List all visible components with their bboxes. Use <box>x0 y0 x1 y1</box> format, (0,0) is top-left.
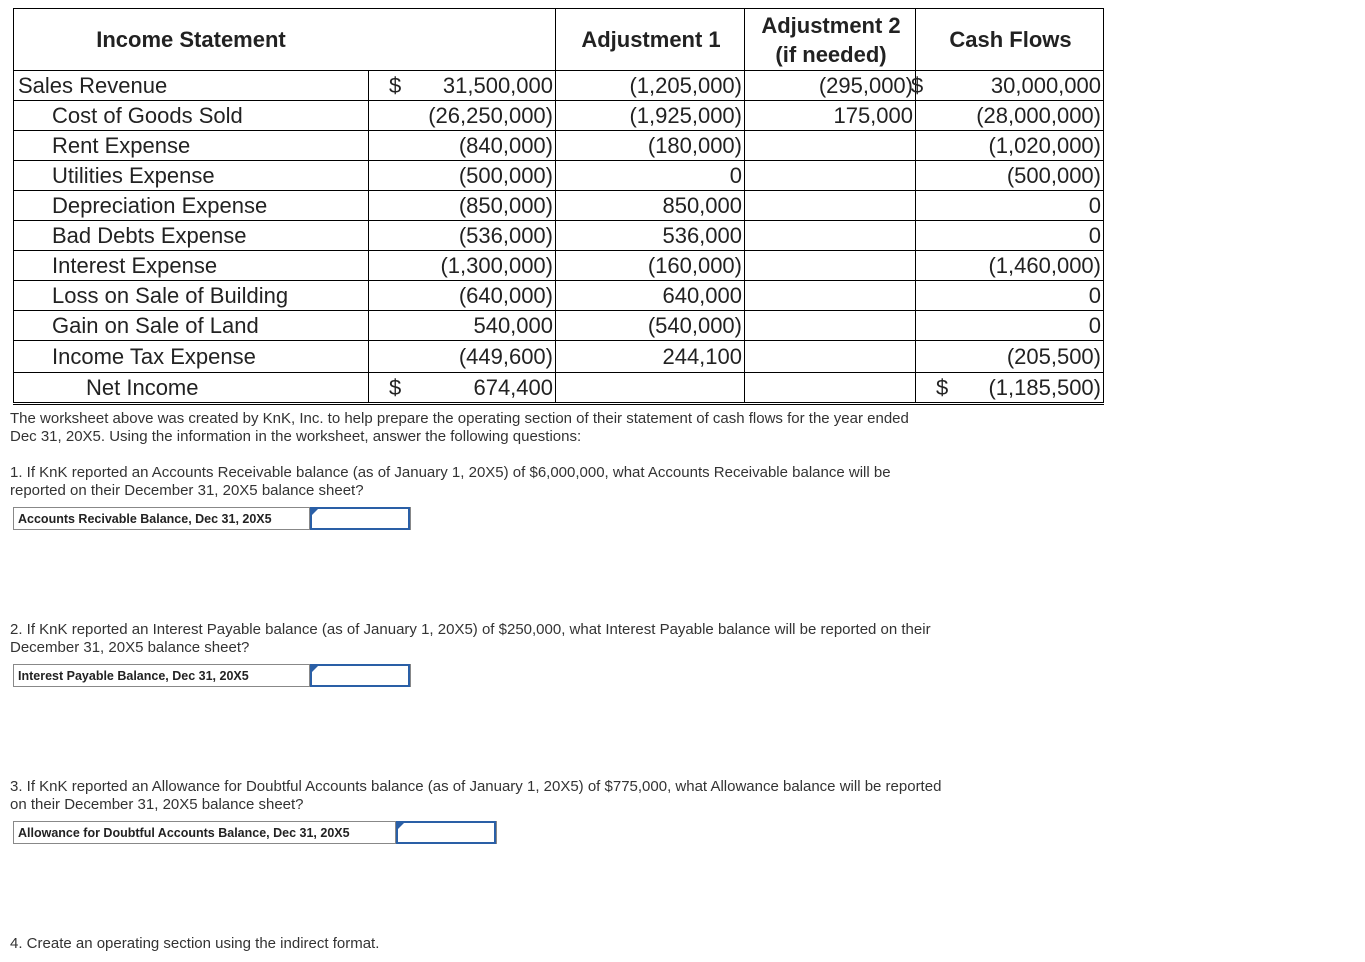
cf-value[interactable]: (205,500) <box>916 341 1104 373</box>
row-loss-on-sale-of-building <box>14 281 1104 311</box>
allowance-input[interactable] <box>398 823 498 844</box>
row-label: Cost of Goods Sold <box>14 101 369 131</box>
cf-value[interactable]: $ (1,185,500) <box>916 373 1104 404</box>
header-adjustment2-line2: (if needed) <box>775 41 887 67</box>
adj1-value[interactable]: (160,000) <box>556 251 745 281</box>
is-value[interactable]: (500,000) <box>369 161 556 191</box>
row-gain-on-sale-of-land <box>14 311 1104 341</box>
question-3: 3. If KnK reported an Allowance for Doubtful Accounts balance (as of January 1, 20X5) of $775,000, what Allowance balance will be reported on their December 31, 20X5 balance sheet? <box>10 778 942 813</box>
adj1-value[interactable]: 640,000 <box>556 281 745 311</box>
answer-row-1 <box>13 507 411 530</box>
adj2-value[interactable] <box>745 251 916 281</box>
row-label: Income Tax Expense <box>14 341 369 373</box>
adj2-value[interactable] <box>745 311 916 341</box>
answer-input-1-wrap <box>310 507 410 530</box>
worksheet-table <box>13 8 1104 405</box>
row-bad-debts-expense <box>14 221 1104 251</box>
answer-input-2-wrap <box>310 664 410 687</box>
answer-input-3-wrap <box>396 821 496 844</box>
cf-value[interactable]: 30,000,000 <box>916 71 1104 101</box>
answer-label-3: Allowance for Doubtful Accounts Balance, Dec 31, 20X5 <box>14 822 396 843</box>
adj2-value[interactable]: 175,000 <box>745 101 916 131</box>
cf-value[interactable]: 0 <box>916 281 1104 311</box>
question-4: 4. Create an operating section using the indirect format. <box>10 935 380 952</box>
row-interest-expense <box>14 251 1104 281</box>
is-value[interactable]: $ 674,400 <box>369 373 556 404</box>
cf-value[interactable]: 0 <box>916 311 1104 341</box>
dollar-sign: $ <box>936 375 949 400</box>
interest-payable-input[interactable] <box>312 666 412 687</box>
row-label: Gain on Sale of Land <box>14 311 369 341</box>
is-value[interactable]: (850,000) <box>369 191 556 221</box>
row-label: Utilities Expense <box>14 161 369 191</box>
adj1-value[interactable]: 244,100 <box>556 341 745 373</box>
row-cogs <box>14 101 1104 131</box>
intro-text: The worksheet above was created by KnK, Inc. to help prepare the operating section of their statement of cash flows for the year ended Dec 31, 20X5. Using the information in the worksheet, answer the following questions: <box>10 410 909 445</box>
answer-row-3 <box>13 821 497 844</box>
adj1-value[interactable]: 536,000 <box>556 221 745 251</box>
adj1-value[interactable]: (540,000) <box>556 311 745 341</box>
adj2-value[interactable] <box>745 281 916 311</box>
question-2: 2. If KnK reported an Interest Payable balance (as of January 1, 20X5) of $250,000, what Interest Payable balance will be reported on their December 31, 20X5 balance sheet? <box>10 621 931 656</box>
cf-value[interactable]: (1,460,000) <box>916 251 1104 281</box>
is-value[interactable]: (840,000) <box>369 131 556 161</box>
adj1-value[interactable]: 850,000 <box>556 191 745 221</box>
adj2-value[interactable] <box>745 341 916 373</box>
question-1: 1. If KnK reported an Accounts Receivable balance (as of January 1, 20X5) of $6,000,000, what Accounts Receivable balance will be reported on their December 31, 20X5 balance sheet? <box>10 464 891 499</box>
adj1-value[interactable]: (180,000) <box>556 131 745 161</box>
is-value[interactable]: (536,000) <box>369 221 556 251</box>
row-utilities-expense <box>14 161 1104 191</box>
adj2-value[interactable] <box>745 221 916 251</box>
header-cash-flows: Cash Flows <box>916 9 1104 71</box>
row-sales-revenue <box>14 71 1104 101</box>
cf-value[interactable]: (28,000,000) <box>916 101 1104 131</box>
row-label: Loss on Sale of Building <box>14 281 369 311</box>
row-label: Net Income <box>14 373 369 404</box>
answer-label-1: Accounts Recivable Balance, Dec 31, 20X5 <box>14 508 310 529</box>
cf-value[interactable]: 0 <box>916 221 1104 251</box>
answer-row-2 <box>13 664 411 687</box>
accounts-receivable-input[interactable] <box>312 509 412 530</box>
dollar-sign: $ <box>389 375 402 400</box>
row-depreciation-expense <box>14 191 1104 221</box>
row-label: Bad Debts Expense <box>14 221 369 251</box>
row-label: Interest Expense <box>14 251 369 281</box>
row-net-income <box>14 373 1104 404</box>
adj2-value[interactable] <box>745 131 916 161</box>
row-rent-expense <box>14 131 1104 161</box>
dollar-sign: $ <box>389 73 402 98</box>
row-label: Sales Revenue <box>14 71 369 101</box>
is-value[interactable]: (640,000) <box>369 281 556 311</box>
row-label: Rent Expense <box>14 131 369 161</box>
is-value[interactable]: 540,000 <box>369 311 556 341</box>
cf-value[interactable]: (1,020,000) <box>916 131 1104 161</box>
adj1-value[interactable] <box>556 373 745 404</box>
adj1-value[interactable]: (1,925,000) <box>556 101 745 131</box>
header-row <box>14 9 1104 71</box>
adj2-value[interactable] <box>745 161 916 191</box>
adj2-value[interactable] <box>745 373 916 404</box>
row-label: Depreciation Expense <box>14 191 369 221</box>
row-income-tax-expense <box>14 341 1104 373</box>
cf-value[interactable]: (500,000) <box>916 161 1104 191</box>
is-value[interactable]: (449,600) <box>369 341 556 373</box>
cf-value[interactable]: 0 <box>916 191 1104 221</box>
is-value[interactable]: (26,250,000) <box>369 101 556 131</box>
header-adjustment1: Adjustment 1 <box>556 9 745 71</box>
adj2-value[interactable] <box>745 191 916 221</box>
is-value[interactable]: (1,300,000) <box>369 251 556 281</box>
header-adjustment2 <box>745 9 916 71</box>
answer-label-2: Interest Payable Balance, Dec 31, 20X5 <box>14 665 310 686</box>
adj2-value[interactable]: (295,000) $ <box>745 71 916 101</box>
header-adjustment2-line1: Adjustment 2 <box>761 12 901 38</box>
adj1-value[interactable]: (1,205,000) <box>556 71 745 101</box>
is-value[interactable]: $ 31,500,000 <box>369 71 556 101</box>
adj1-value[interactable]: 0 <box>556 161 745 191</box>
header-income-statement: Income Statement <box>14 9 556 71</box>
